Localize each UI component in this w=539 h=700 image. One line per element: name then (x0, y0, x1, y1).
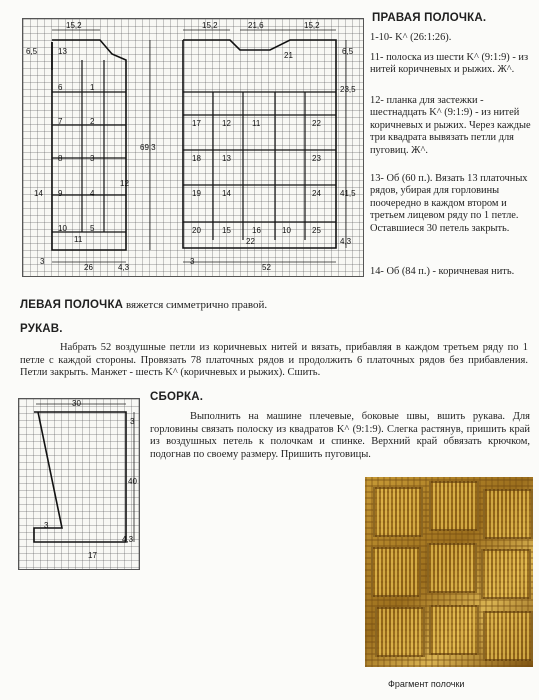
back-row-14: 14 (222, 189, 231, 198)
sleeve-title: РУКАВ. (20, 323, 63, 335)
front-col2-4: 4 (90, 189, 95, 198)
back-bottom-left: 3 (190, 257, 195, 266)
front-row-6: 6 (58, 83, 63, 92)
front-col2-2: 2 (90, 117, 95, 126)
back-bottom-mid: 52 (262, 263, 271, 272)
back-row-24: 24 (312, 189, 321, 198)
back-row-19: 19 (192, 189, 201, 198)
back-row-12: 12 (222, 119, 231, 128)
right-front-step-14: 14- Об (84 п.) - коричневая нить. (370, 266, 515, 277)
back-row-22: 22 (312, 119, 321, 128)
front-top-width-label: 15,2 (66, 21, 82, 30)
back-center-label: 21 (284, 51, 293, 60)
sleeve-text: Набрать 52 воздушные петли из коричневых нитей и вязать, прибавляя в каждом третьем ряду по 1 петле с каждой стороны. Провязать 78 платочных рядов и продолжить 6 платочных рядов без прибавления. Петли закрыть. Манжет - шесть K^ (коричневых и рыжих). Сшить. (20, 342, 528, 379)
back-row-20: 20 (192, 226, 201, 235)
left-front-text: вяжется симметрично правой. (125, 299, 268, 311)
right-front-step-1: 1-10- K^ (26:1:26). (370, 32, 452, 43)
front-height-label: 69,3 (140, 143, 156, 152)
back-top-mid-label: 21,6 (248, 21, 264, 30)
front-row-8: 8 (58, 154, 63, 163)
photo-caption: Фрагмент полочки (388, 679, 465, 689)
knitting-photo (365, 477, 533, 667)
assembly-text: Выполнить на машине плечевые, боковые швы, вшить рукава. Для горловины связать полоску из квадратов K^ (9:1:9). Слегка растянув, пришить край из воздушных петель к полочкам и спинке. Верхний край обвязать крючком, подогнав по своему размеру. Пришить пуговицы. (150, 411, 530, 460)
back-right-top-label: 6,5 (342, 47, 354, 56)
back-row-13: 13 (222, 154, 231, 163)
front-left-top-label: 6,5 (26, 47, 38, 56)
back-top-right-label: 15,2 (304, 21, 320, 30)
front-side-label: 12 (120, 179, 129, 188)
back-right-bottom-label: 4,3 (340, 237, 352, 246)
front-row-9: 9 (58, 189, 63, 198)
sleeve-right-bottom-label: 4,3 (122, 535, 134, 544)
sleeve-inner-label: 3 (44, 521, 49, 530)
left-front-title: ЛЕВАЯ ПОЛОЧКА (20, 299, 124, 311)
back-row-18: 18 (192, 154, 201, 163)
back-row-23: 23 (312, 154, 321, 163)
back-bottom-num-3: 22 (246, 237, 255, 246)
assembly-title: СБОРКА. (150, 391, 204, 403)
back-bottom-num-1: 10 (282, 226, 291, 235)
front-row-7: 7 (58, 117, 63, 126)
right-front-step-12: 12- планка для застежки - шестнадцать K^ (9:1:9) - из нитей коричневых и рыжих. Через каждые три квадрата вывязать петли для пуговиц. Ж^. (370, 95, 531, 156)
front-side-label-2: 14 (34, 189, 43, 198)
front-bottom-right: 4,3 (118, 263, 130, 272)
back-row-15: 15 (222, 226, 231, 235)
back-right-mid-label: 23,5 (340, 85, 356, 94)
sleeve-right-mid-label: 40 (128, 477, 137, 486)
front-bottom-left: 3 (40, 257, 45, 266)
back-row-17: 17 (192, 119, 201, 128)
right-front-title: ПРАВАЯ ПОЛОЧКА. (372, 12, 487, 24)
front-row-1: 1 (90, 83, 95, 92)
sleeve-right-top-label: 3 (130, 417, 135, 426)
front-row-13: 13 (58, 47, 67, 56)
front-row-11: 11 (74, 235, 83, 244)
back-bottom-num-2: 11 (252, 119, 261, 128)
sleeve-top-label: 30 (72, 399, 81, 408)
back-top-left-label: 15,2 (202, 21, 218, 30)
back-row-16: 16 (252, 226, 261, 235)
front-col2-5: 5 (90, 224, 95, 233)
sleeve-bottom-label: 17 (88, 551, 97, 560)
back-right-low-label: 41,5 (340, 189, 356, 198)
front-col2-3: 3 (90, 154, 95, 163)
back-row-25: 25 (312, 226, 321, 235)
right-front-step-11: 11- полоска из шести K^ (9:1:9) - из нитей коричневых и рыжих. Ж^. (370, 52, 529, 76)
front-bottom-mid: 26 (84, 263, 93, 272)
right-front-step-13: 13- Об (60 п.). Вязать 13 платочных рядов, убирая для горловины поочередно в каждом втором и третьем лицевом ряду по 1 петле. Оставшиеся 30 петель закрыть. (370, 173, 528, 234)
front-row-10: 10 (58, 224, 67, 233)
